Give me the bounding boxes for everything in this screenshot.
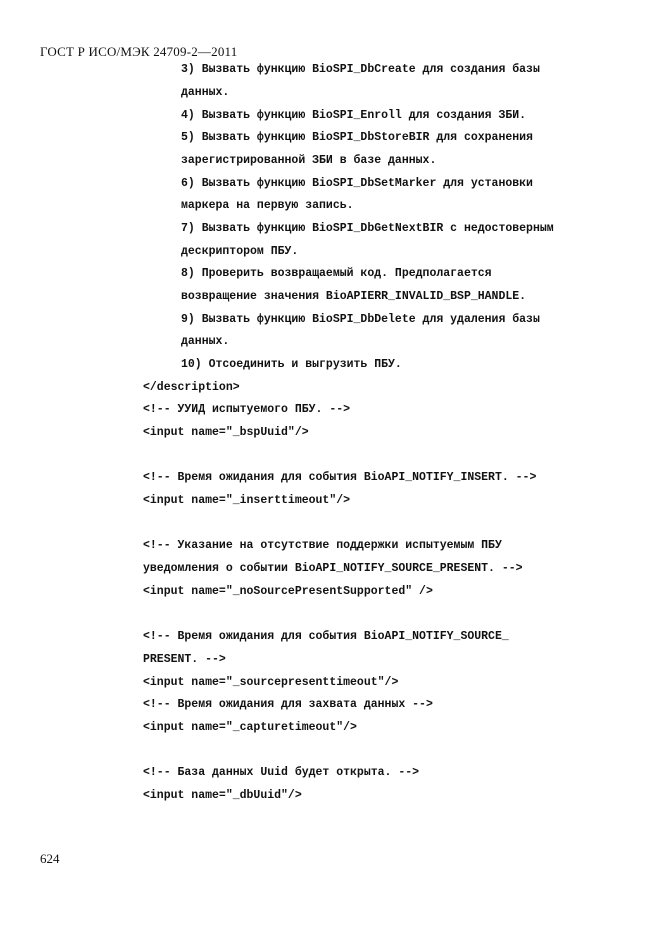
xml-input-line: <input name="_sourcepresenttimeout"/>: [143, 676, 399, 689]
page-number: 624: [40, 851, 60, 866]
xml-input-line: <input name="_capturetimeout"/>: [143, 721, 357, 734]
xml-comment: <!-- УУИД испытуемого ПБУ. -->: [143, 403, 351, 416]
step-line: 6) Вызвать функцию BioSPI_DbSetMarker для установки: [181, 177, 533, 190]
xml-input-line: <input name="_bspUuid"/>: [143, 426, 309, 439]
xml-comment: <!-- Время ожидания для события BioAPI_NOTIFY_SOURCE_: [143, 630, 509, 643]
xml-comment: <!-- Указание на отсутствие поддержки испытуемым ПБУ: [143, 539, 502, 552]
step-line: маркера на первую запись.: [181, 199, 354, 212]
xml-comment: <!-- Время ожидания для события BioAPI_NOTIFY_INSERT. -->: [143, 471, 537, 484]
xml-input-line: <input name="_noSourcePresentSupported" />: [143, 585, 433, 598]
step-line: 3) Вызвать функцию BioSPI_DbCreate для создания базы: [181, 63, 540, 76]
step-line: данных.: [181, 335, 230, 348]
step-line: 9) Вызвать функцию BioSPI_DbDelete для удаления базы: [181, 313, 540, 326]
xml-comment: <!-- База данных Uuid будет открыта. -->: [143, 766, 420, 779]
step-line: зарегистрированной ЗБИ в базе данных.: [181, 154, 437, 167]
step-line: дескриптором ПБУ.: [181, 245, 299, 258]
document-header: ГОСТ Р ИСО/МЭК 24709-2—2011: [40, 44, 238, 59]
xml-input-line: <input name="_dbUuid"/>: [143, 789, 302, 802]
step-line: данных.: [181, 86, 230, 99]
step-line: 8) Проверить возвращаемый код. Предполагается: [181, 267, 492, 280]
step-line: 4) Вызвать функцию BioSPI_Enroll для создания ЗБИ.: [181, 109, 527, 122]
xml-comment: уведомления о событии BioAPI_NOTIFY_SOURCE_PRESENT. -->: [143, 562, 523, 575]
xml-comment: <!-- Время ожидания для захвата данных -->: [143, 698, 433, 711]
step-line: 7) Вызвать функцию BioSPI_DbGetNextBIR с недостоверным: [181, 222, 554, 235]
xml-closing-tag: </description>: [143, 381, 240, 394]
xml-input-line: <input name="_inserttimeout"/>: [143, 494, 351, 507]
step-line: 5) Вызвать функцию BioSPI_DbStoreBIR для сохранения: [181, 131, 533, 144]
step-line: возвращение значения BioAPIERR_INVALID_BSP_HANDLE.: [181, 290, 527, 303]
step-line: 10) Отсоединить и выгрузить ПБУ.: [181, 358, 402, 371]
xml-comment: PRESENT. -->: [143, 653, 226, 666]
